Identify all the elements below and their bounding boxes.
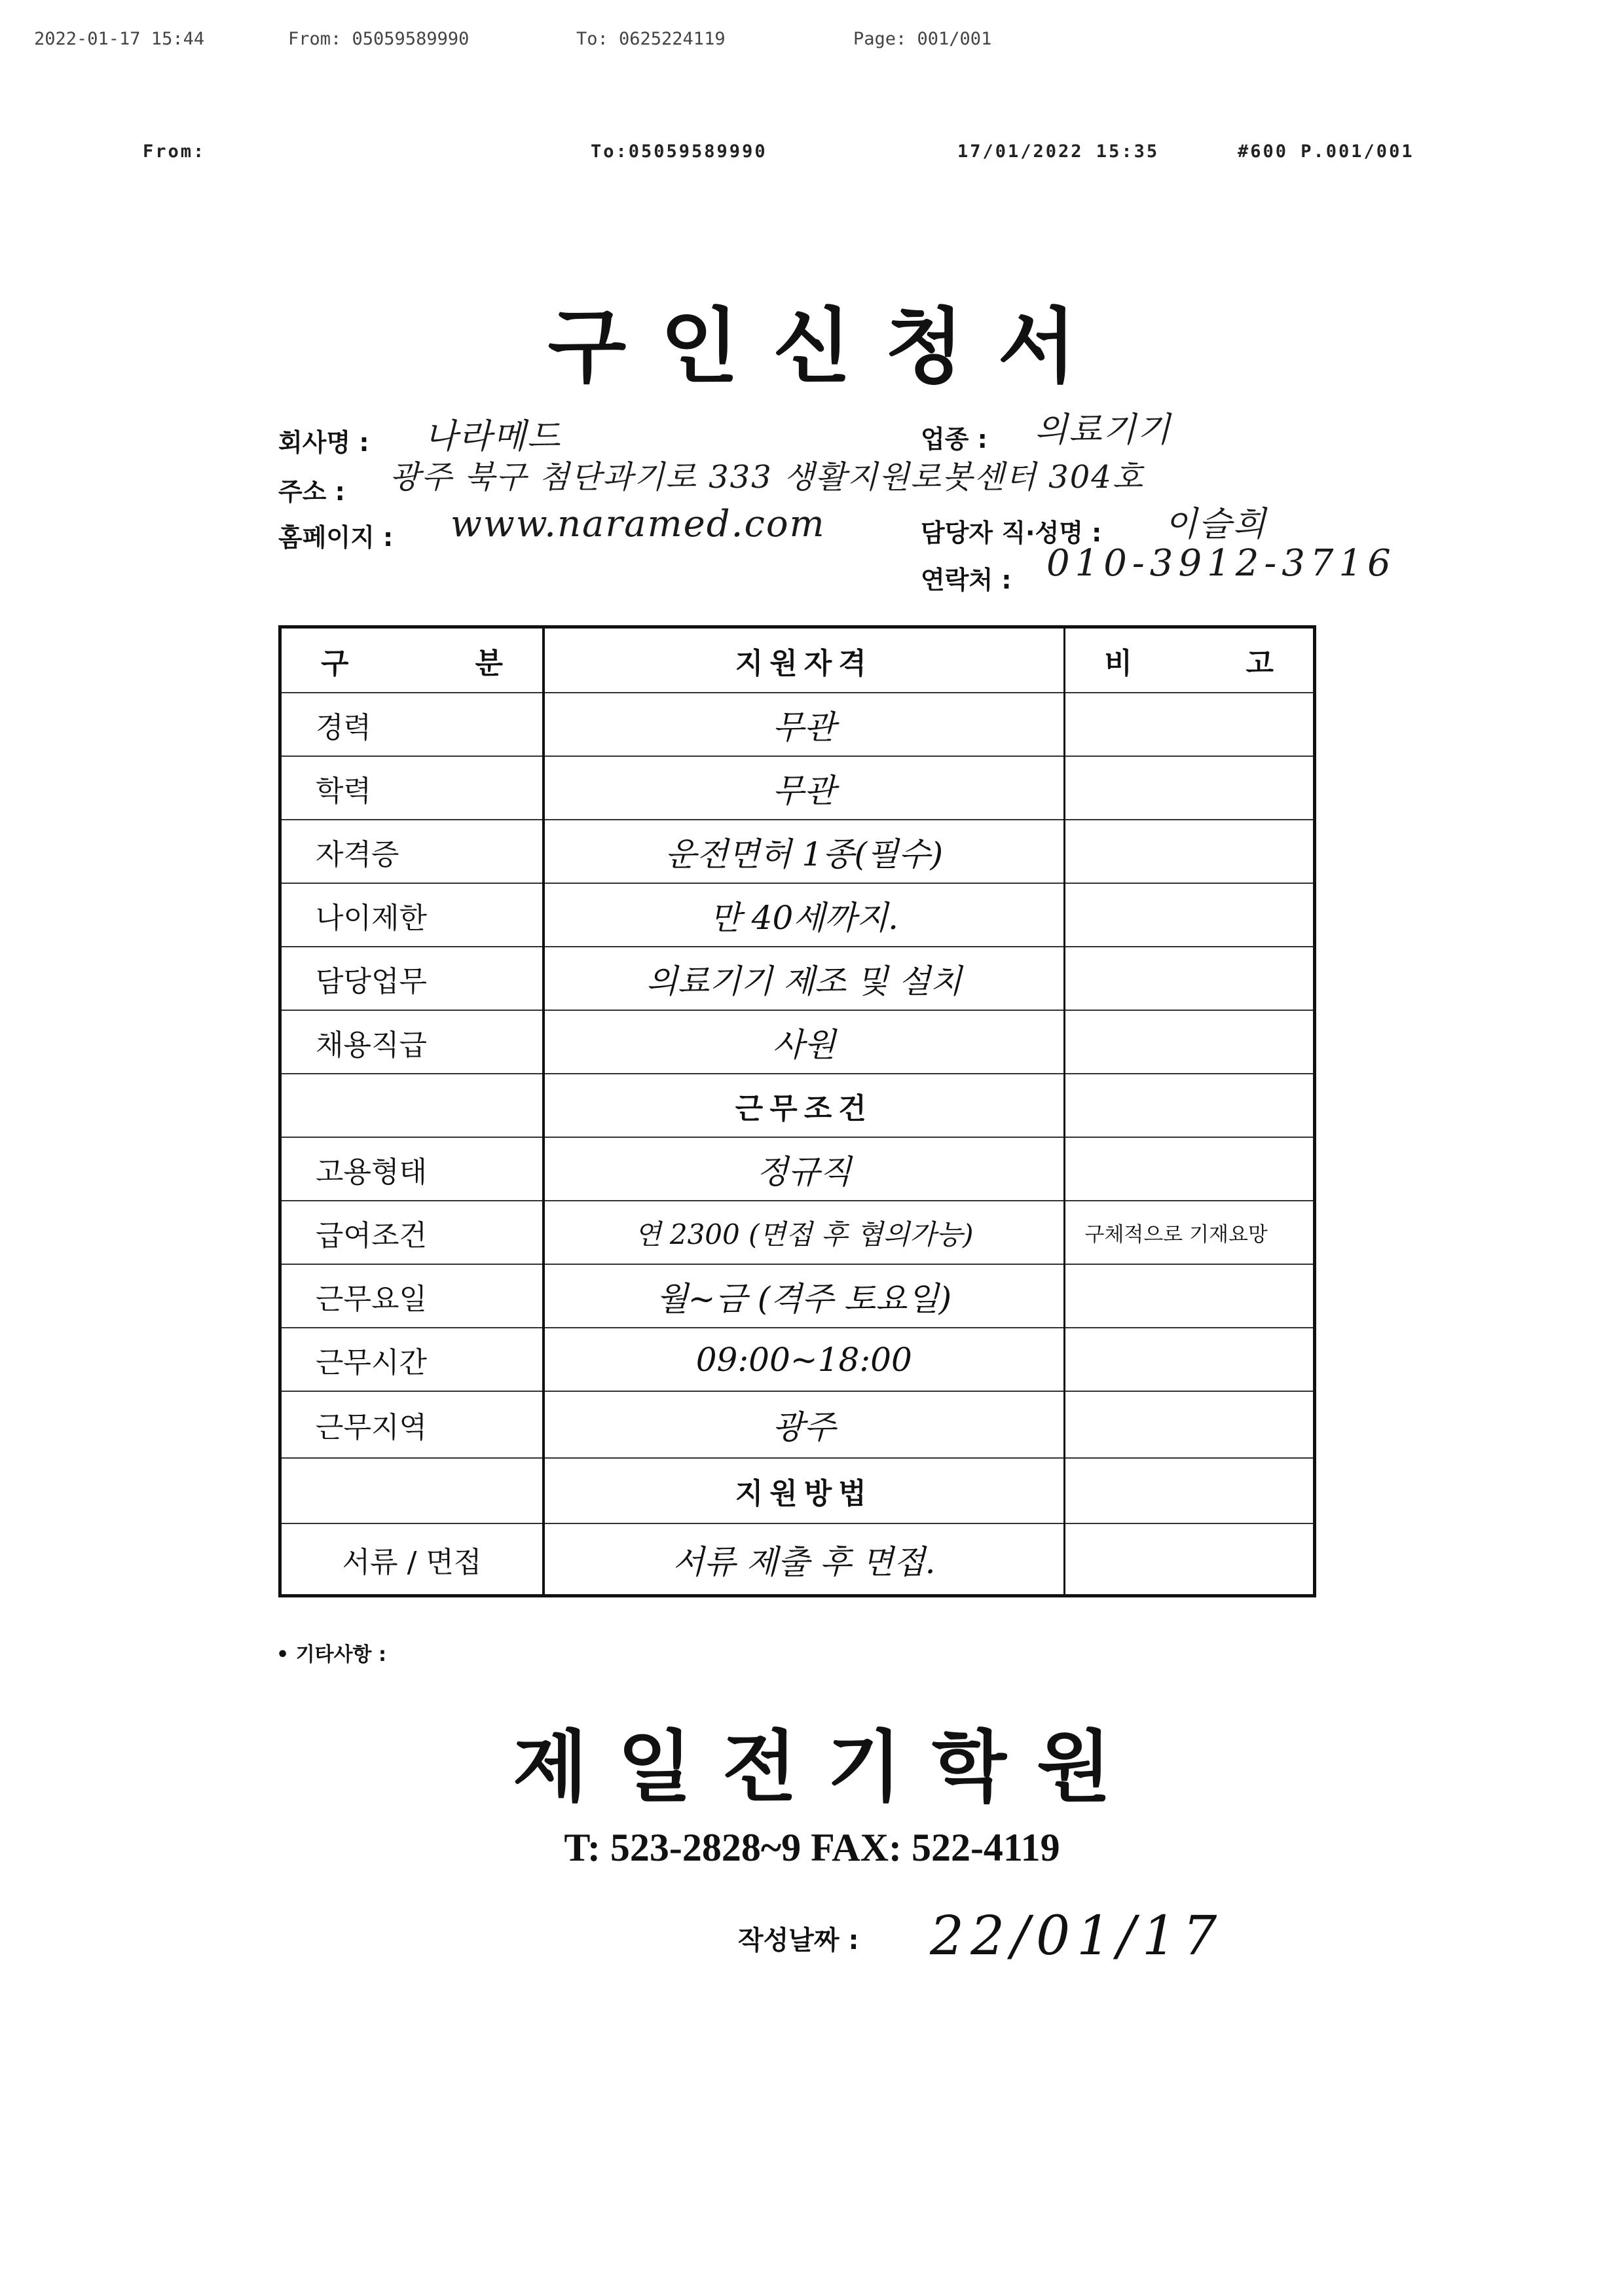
job-request-table bbox=[278, 625, 1316, 1597]
date-value: 22/01/17 bbox=[930, 1905, 1224, 1967]
table-row bbox=[282, 756, 1313, 820]
row-note bbox=[1064, 1137, 1313, 1201]
row-label: 근무시간 bbox=[282, 1328, 544, 1391]
row-value: 만 40세까지. bbox=[544, 883, 1064, 947]
academy-contact: T: 523-2828~9 FAX: 522-4119 bbox=[564, 1826, 1060, 1869]
section-blank bbox=[1064, 1074, 1313, 1137]
table-row bbox=[282, 820, 1313, 883]
row-note bbox=[1064, 820, 1313, 883]
industry-label: 업종 : bbox=[921, 425, 987, 454]
homepage-label: 홈페이지 : bbox=[278, 523, 394, 552]
row-label: 학력 bbox=[282, 756, 544, 820]
company-name-label: 회사명 : bbox=[278, 428, 369, 457]
row-label: 자격증 bbox=[282, 820, 544, 883]
document-title: 구인신청서 bbox=[547, 300, 1111, 394]
manager-label: 담당자 직·성명 : bbox=[921, 519, 1102, 547]
fax-page: Page: 001/001 bbox=[853, 29, 992, 49]
row-value: 월~금 (격주 토요일) bbox=[544, 1264, 1064, 1328]
row-note bbox=[1064, 1010, 1313, 1074]
phone-label: 연락처 : bbox=[921, 566, 1012, 594]
table-row bbox=[282, 1137, 1313, 1201]
row-label: 근무요일 bbox=[282, 1264, 544, 1328]
phone-value: 010-3912-3716 bbox=[1046, 542, 1396, 585]
row-value: 광주 bbox=[544, 1391, 1064, 1458]
job-request-grid bbox=[282, 629, 1313, 1594]
row-note: 구체적으로 기재요망 bbox=[1064, 1201, 1313, 1264]
row-note bbox=[1064, 1523, 1313, 1594]
table-header-row bbox=[282, 629, 1313, 693]
address-label: 주소 : bbox=[278, 477, 345, 506]
section-blank bbox=[282, 1458, 544, 1523]
date-label: 작성날짜 : bbox=[738, 1925, 859, 1956]
table-row bbox=[282, 1391, 1313, 1458]
row-value: 정규직 bbox=[544, 1137, 1064, 1201]
fax-from: From: 05059589990 bbox=[288, 29, 470, 49]
section-work-conditions: 근무조건 bbox=[544, 1074, 1064, 1137]
row-value: 09:00~18:00 bbox=[544, 1328, 1064, 1391]
section-header-row bbox=[282, 1458, 1313, 1523]
row-label: 나이제한 bbox=[282, 883, 544, 947]
row-label: 근무지역 bbox=[282, 1391, 544, 1458]
header-category: 구 분 bbox=[282, 629, 544, 693]
table-row bbox=[282, 693, 1313, 756]
table-row bbox=[282, 1328, 1313, 1391]
row-value: 서류 제출 후 면접. bbox=[544, 1523, 1064, 1594]
table-row bbox=[282, 1201, 1313, 1264]
fax2-from: From: bbox=[143, 141, 206, 162]
row-label: 급여조건 bbox=[282, 1201, 544, 1264]
row-value: 사원 bbox=[544, 1010, 1064, 1074]
row-label: 경력 bbox=[282, 693, 544, 756]
row-note bbox=[1064, 693, 1313, 756]
row-value: 의료기기 제조 및 설치 bbox=[544, 947, 1064, 1010]
section-blank bbox=[1064, 1458, 1313, 1523]
manager-value: 이슬희 bbox=[1164, 505, 1267, 544]
section-application-method: 지원방법 bbox=[544, 1458, 1064, 1523]
row-label: 채용직급 bbox=[282, 1010, 544, 1074]
row-label: 고용형태 bbox=[282, 1137, 544, 1201]
table-row bbox=[282, 1264, 1313, 1328]
company-name-value: 나라메드 bbox=[424, 417, 561, 456]
row-label: 서류 / 면접 bbox=[282, 1523, 544, 1594]
table-row bbox=[282, 1010, 1313, 1074]
row-note bbox=[1064, 1264, 1313, 1328]
section-header-row bbox=[282, 1074, 1313, 1137]
row-note bbox=[1064, 1391, 1313, 1458]
row-note bbox=[1064, 1328, 1313, 1391]
academy-name: 제일전기학원 bbox=[513, 1722, 1141, 1812]
row-label: 담당업무 bbox=[282, 947, 544, 1010]
row-value: 운전면허 1종(필수) bbox=[544, 820, 1064, 883]
fax2-date: 17/01/2022 15:35 bbox=[957, 141, 1160, 162]
row-value: 무관 bbox=[544, 693, 1064, 756]
homepage-value: www.naramed.com bbox=[451, 503, 826, 545]
section-blank bbox=[282, 1074, 544, 1137]
row-note bbox=[1064, 947, 1313, 1010]
fax-to: To: 0625224119 bbox=[576, 29, 726, 49]
row-note bbox=[1064, 756, 1313, 820]
row-value: 무관 bbox=[544, 756, 1064, 820]
address-value: 광주 북구 첨단과기로 333 생활지원로봇센터 304호 bbox=[390, 459, 1145, 496]
fax-date: 2022-01-17 15:44 bbox=[34, 29, 205, 49]
industry-value: 의료기기 bbox=[1035, 410, 1172, 450]
fax2-page: #600 P.001/001 bbox=[1238, 141, 1414, 162]
row-note bbox=[1064, 883, 1313, 947]
row-value: 연 2300 (면접 후 협의가능) bbox=[544, 1201, 1064, 1264]
table-row bbox=[282, 883, 1313, 947]
fax2-to: To:05059589990 bbox=[591, 141, 767, 162]
other-notes-label: • 기타사항 : bbox=[276, 1643, 386, 1666]
table-row bbox=[282, 947, 1313, 1010]
header-qualification: 지원자격 bbox=[544, 629, 1064, 693]
header-remarks: 비 고 bbox=[1064, 629, 1313, 693]
table-row bbox=[282, 1523, 1313, 1594]
